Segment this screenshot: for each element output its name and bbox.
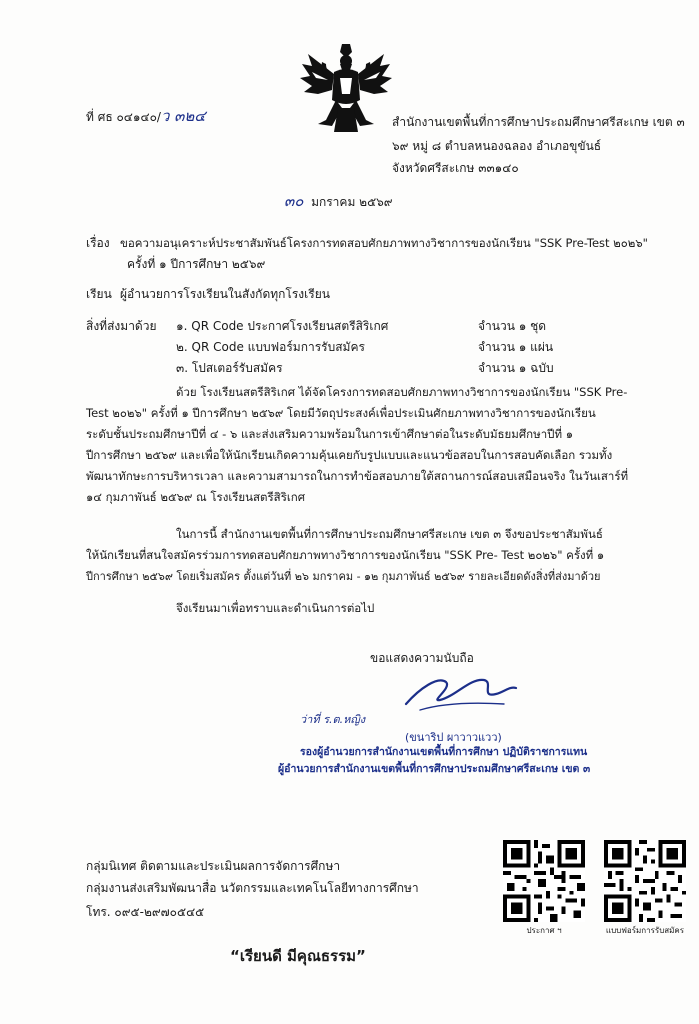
enclosure-qty-3: จำนวน ๑ ฉบับ [478,361,554,375]
letter-date [284,193,393,210]
enclosure-item-1: ๑. QR Code ประกาศโรงเรียนสตรีสิริเกศ [176,319,389,333]
signer-title-2: ผู้อำนวยการสำนักงานเขตพื้นที่การศึกษาประถมศึกษาศรีสะเกษ เขต ๓ [278,763,591,775]
body-p1-line-3: ระดับชั้นประถมศึกษาปีที่ ๔ - ๖ และส่งเสริมความพร้อมในการเข้าศึกษาต่อในระดับมัธยมศึกษาปีที่ ๑ [86,427,574,441]
qr-caption-application-form: แบบฟอร์มการรับสมัคร [605,926,685,935]
body-p3: จึงเรียนมาเพื่อทราบและดำเนินการต่อไป [176,601,375,615]
document-number-prefix: ที่ ศธ ๐๔๑๔๐/ [86,110,161,124]
qr-code-application-form[interactable] [604,840,686,922]
qr-code-announcement[interactable] [503,840,585,922]
body-p1-line-2: Test ๒๐๒๖" ครั้งที่ ๑ ปีการศึกษา ๒๕๖๙ โดยมีวัตถุประสงค์เพื่อประเมินศักยภาพทางวิชาการของนักเรียน [86,406,596,420]
date-day-handwritten: ๓๐ [284,192,304,210]
enclosures-label: สิ่งที่ส่งมาด้วย [86,319,157,333]
footer-department-2: กลุ่มงานส่งเสริมพัฒนาสื่อ นวัตกรรมและเทคโนโลยีทางการศึกษา [86,881,419,895]
recipient-text: ผู้อำนวยการโรงเรียนในสังกัดทุกโรงเรียน [120,287,330,301]
enclosure-qty-2: จำนวน ๑ แผ่น [478,340,554,354]
subject-line-1: ขอความอนุเคราะห์ประชาสัมพันธ์โครงการทดสอบศักยภาพทางวิชาการของนักเรียน "SSK Pre-Test ๒๐๒๖" [120,236,648,250]
office-province: จังหวัดศรีสะเกษ ๓๓๑๔๐ [392,161,519,175]
signer-rank: ว่าที่ ร.ต.หญิง [300,713,366,726]
school-motto: “เรียนดี มีคุณธรรม” [230,947,366,965]
body-p1-line-6: ๑๔ กุมภาพันธ์ ๒๕๖๙ ณ โรงเรียนสตรีสิริเกศ [86,490,306,504]
body-p2-line-3: ปีการศึกษา ๒๕๖๙ โดยเริ่มสมัคร ตั้งแต่วันที่ ๒๖ มกราคม - ๑๒ กุมภาพันธ์ ๒๕๖๙ รายละเอียดดังสิ่งที่ส่งมาด้วย [86,570,601,583]
document-number-handwritten: ว ๓๒๔ [160,107,206,125]
footer-phone: โทร. ๐๙๕-๒๙๗๐๕๔๕ [86,905,205,919]
body-p2-line-1: ในการนี้ สำนักงานเขตพื้นที่การศึกษาประถมศึกษาศรีสะเกษ เขต ๓ จึงขอประชาสัมพันธ์ [176,527,603,541]
signer-title-1: รองผู้อำนวยการสำนักงานเขตพื้นที่การศึกษา ปฏิบัติราชการแทน [300,746,588,758]
handwritten-signature [400,668,520,716]
qr-caption-announcement: ประกาศ ฯ [526,926,562,935]
office-name: สำนักงานเขตพื้นที่การศึกษาประถมศึกษาศรีสะเกษ เขต ๓ [392,115,685,129]
document-number [86,108,206,125]
office-address: ๖๙ หมู่ ๘ ตำบลหนองฉลอง อำเภอขุขันธ์ [392,139,602,153]
enclosure-qty-1: จำนวน ๑ ชุด [478,319,547,333]
date-month-year: มกราคม ๒๕๖๙ [311,195,393,209]
signer-name: (ขนาริป ผาวาวแวว) [405,731,502,744]
body-p1-line-4: ปีการศึกษา ๒๕๖๙ และเพื่อให้นักเรียนเกิดความคุ้นเคยกับรูปแบบและแนวข้อสอบในการสอบคัดเลือก รวมทั้ง [86,448,613,462]
body-p2-line-2: ให้นักเรียนที่สนใจสมัครร่วมการทดสอบศักยภาพทางวิชาการของนักเรียน "SSK Pre- Test ๒๐๒๖" ครั้งที่ ๑ [86,548,605,562]
recipient-label: เรียน [86,287,112,301]
garuda-emblem-icon [298,42,394,134]
subject-label: เรื่อง [86,236,110,250]
enclosure-item-3: ๓. โปสเตอร์รับสมัคร [176,361,283,375]
body-p1-line-1: ด้วย โรงเรียนสตรีสิริเกศ ได้จัดโครงการทดสอบศักยภาพทางวิชาการของนักเรียน "SSK Pre- [176,385,628,399]
footer-department-1: กลุ่มนิเทศ ติดตามและประเมินผลการจัดการศึกษา [86,859,341,873]
enclosure-item-2: ๒. QR Code แบบฟอร์มการรับสมัคร [176,340,365,354]
subject-line-2: ครั้งที่ ๑ ปีการศึกษา ๒๕๖๙ [127,257,266,271]
closing-phrase: ขอแสดงความนับถือ [370,651,474,665]
body-p1-line-5: พัฒนาทักษะการบริหารเวลา และความสามารถในการทำข้อสอบภายใต้สถานการณ์สอบเสมือนจริง ในวันเสาร์ที่ [86,469,629,483]
